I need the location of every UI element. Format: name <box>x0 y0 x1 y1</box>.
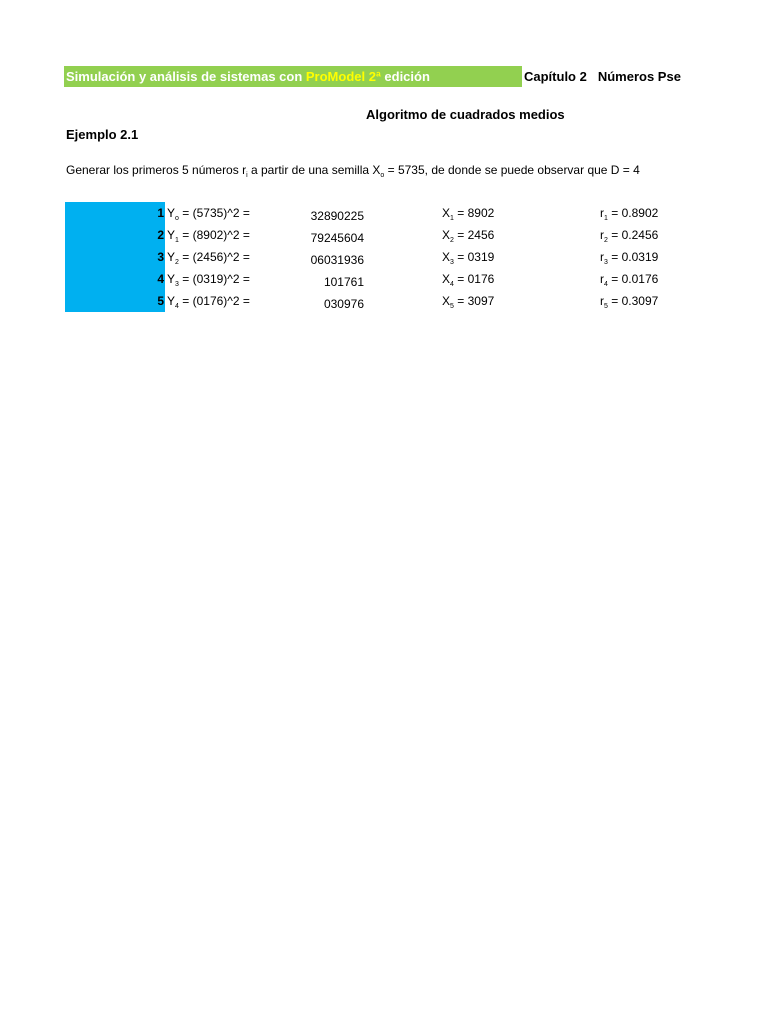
square-value: 06031936 <box>310 253 364 267</box>
row-index: 4 <box>157 272 164 286</box>
square-value: 101761 <box>323 275 364 289</box>
row-index: 5 <box>157 294 164 308</box>
square-expression: $Y_2$ = (2456)^2 = <box>167 250 250 266</box>
square-expression: $Y_1$ = (8902)^2 = <box>167 228 250 244</box>
book-title-banner <box>64 66 522 87</box>
chapter-heading <box>524 66 686 87</box>
square-expression: $Y_4$ = (0176)^2 = <box>167 294 250 310</box>
x-value: $X_5 = 3097$ <box>442 294 495 310</box>
row-index: 2 <box>157 228 164 242</box>
x-value: $X_2 = 2456$ <box>442 228 495 244</box>
square-value: 030976 <box>323 297 364 311</box>
x-value: $X_1 = 8902$ <box>442 206 495 222</box>
row-index: 1 <box>157 206 164 220</box>
edition-text: edición <box>380 69 430 84</box>
example-label: Ejemplo 2.1 <box>66 127 139 142</box>
square-value: 32890225 <box>310 209 364 223</box>
r-value: $r_3 = 0.0319$ <box>600 250 659 266</box>
book-title-text: Simulación y análisis de sistemas con <box>66 69 306 84</box>
algorithm-title: Algoritmo de cuadrados medios <box>366 107 565 122</box>
row-index: 3 <box>157 250 164 264</box>
promodel-highlight: ProModel 2ª <box>305 69 381 84</box>
r-value: $r_4 = 0.0176$ <box>600 272 659 288</box>
r-value: $r_2 = 0.2456$ <box>600 228 659 244</box>
chapter-title: Números Pse <box>597 69 681 84</box>
r-value: $r_1 = 0.8902$ <box>600 206 659 222</box>
r-value: $r_5 = 0.3097$ <box>600 294 659 310</box>
x-value: $X_4 = 0176$ <box>442 272 495 288</box>
chapter-number: Capítulo 2 <box>524 69 587 84</box>
x-value: $X_3 = 0319$ <box>442 250 495 266</box>
problem-statement: Generar los primeros 5 números $r_i$ a partir de una semilla $X_o = 5735$, de donde se puede observar que D = 4 <box>66 163 640 177</box>
square-value: 79245604 <box>310 231 364 245</box>
square-expression: $Y_o$ = (5735)^2 = <box>167 206 250 222</box>
square-expression: $Y_3$ = (0319)^2 = <box>167 272 250 288</box>
